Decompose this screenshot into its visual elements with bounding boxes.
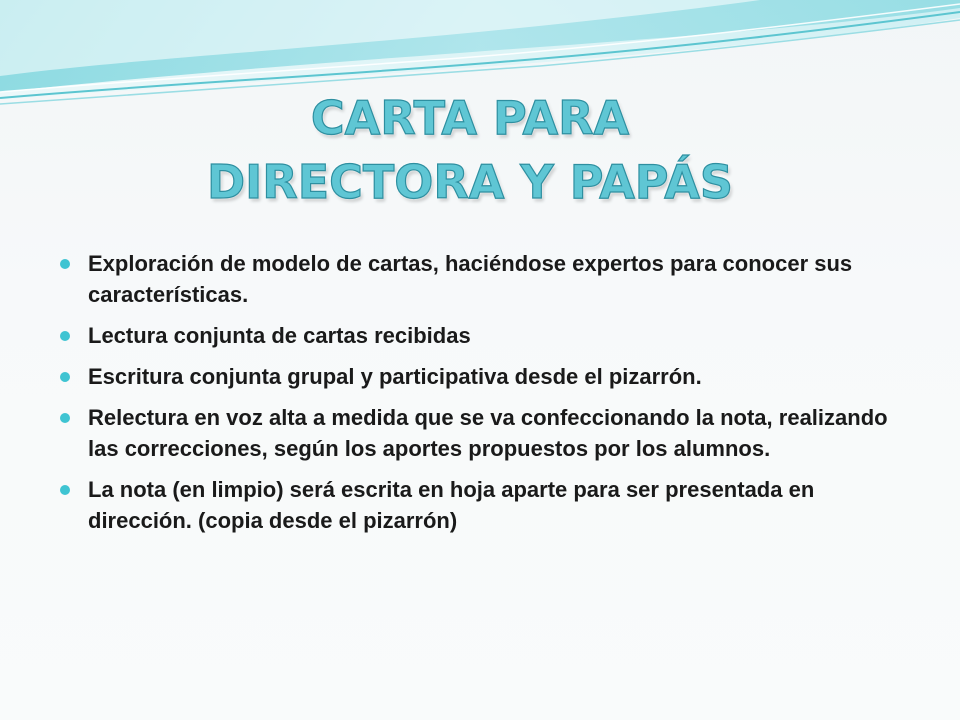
bullet-item <box>58 361 888 392</box>
slide-title-line-2: DIRECTORA Y PAPÁS <box>206 155 734 209</box>
bullet-list <box>58 248 888 546</box>
slide-title <box>0 86 940 214</box>
bullet-text: Lectura conjunta de cartas recibidas <box>88 323 471 348</box>
bullet-text: Escritura conjunta grupal y participativa desde el pizarrón. <box>88 364 702 389</box>
bullet-item <box>58 402 888 464</box>
bullet-text: Relectura en voz alta a medida que se va confeccionando la nota, realizando las correcciones, según los aportes propuestos por los alumnos. <box>88 405 888 461</box>
bullet-item <box>58 474 888 536</box>
bullet-item <box>58 320 888 351</box>
bullet-item <box>58 248 888 310</box>
slide-title-line-1: CARTA PARA <box>310 91 630 145</box>
bullet-icon <box>60 259 70 269</box>
bullet-text: La nota (en limpio) será escrita en hoja aparte para ser presentada en dirección. (copia desde el pizarrón) <box>88 477 815 533</box>
bullet-icon <box>60 331 70 341</box>
bullet-icon <box>60 372 70 382</box>
bullet-icon <box>60 485 70 495</box>
bullet-icon <box>60 413 70 423</box>
bullet-text: Exploración de modelo de cartas, haciéndose expertos para conocer sus características. <box>88 251 853 307</box>
